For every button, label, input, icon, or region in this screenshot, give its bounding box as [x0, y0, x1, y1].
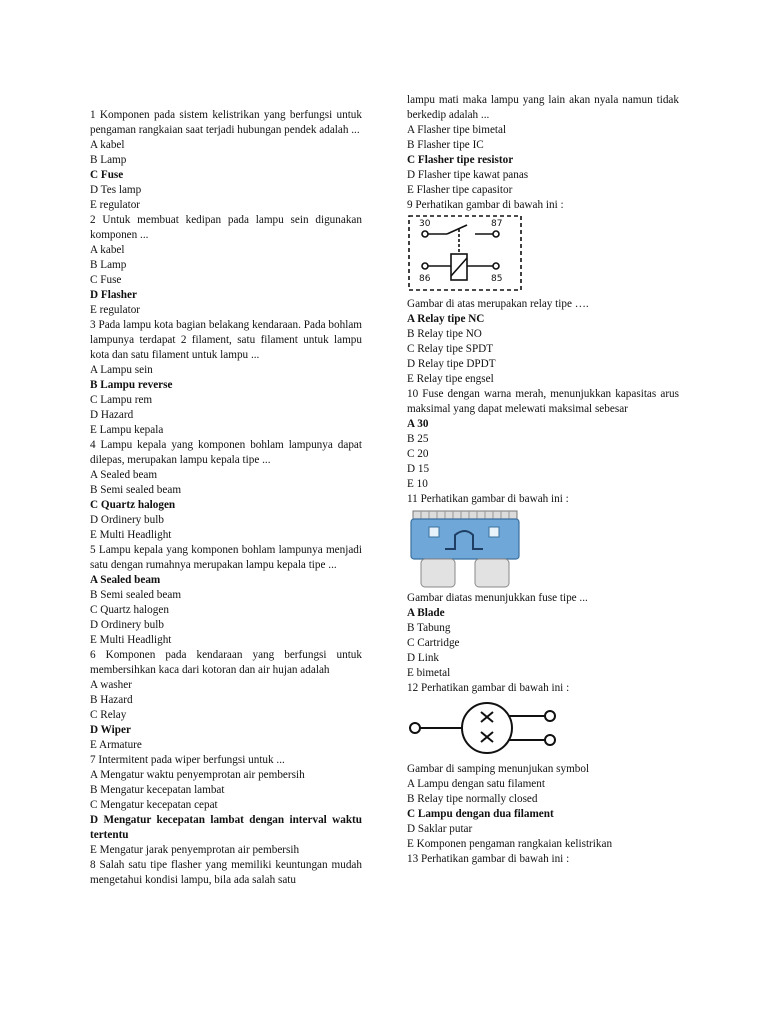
- q5-option-b: B Semi sealed beam: [90, 589, 182, 601]
- relay-label-86: 86: [419, 274, 431, 284]
- q11-option-d: D Link: [407, 652, 440, 664]
- q6-option-d-answer: D Wiper: [90, 724, 131, 736]
- question-4: 4 Lampu kepala yang komponen bohlam lampunya dapat dilepas, merupakan lampu kepala tipe ...: [90, 439, 362, 466]
- question-6: 6 Komponen pada kendaraan yang berfungsi untuk membersihkan kaca dari kotoran dan air hujan adalah: [90, 649, 362, 676]
- relay-label-85: 85: [491, 274, 503, 284]
- q4-option-a: A Sealed beam: [90, 469, 158, 481]
- q12-option-d: D Saklar putar: [407, 823, 473, 835]
- q3-option-e: E Lampu kepala: [90, 424, 164, 436]
- q3-option-d: D Hazard: [90, 409, 134, 421]
- question-8-part2: lampu mati maka lampu yang lain akan nyala namun tidak berkedip adalah ...: [407, 94, 679, 121]
- q1-option-c-answer: C Fuse: [90, 169, 124, 181]
- q5-option-a-answer: A Sealed beam: [90, 574, 161, 586]
- q9-option-d: D Relay tipe DPDT: [407, 358, 496, 370]
- q6-option-b: B Hazard: [90, 694, 133, 706]
- question-7: 7 Intermitent pada wiper berfungsi untuk ...: [90, 754, 285, 766]
- q1-option-e: E regulator: [90, 199, 141, 211]
- q11-option-b: B Tabung: [407, 622, 451, 634]
- question-3: 3 Pada lampu kota bagian belakang kendaraan. Pada bohlam lampunya terdapat 2 filament, satu filament untuk lampu kota dan satu filament untuk lampu ...: [90, 319, 362, 361]
- q2-option-d-answer: D Flasher: [90, 289, 137, 301]
- q4-option-c-answer: C Quartz halogen: [90, 499, 176, 511]
- question-9: 9 Perhatikan gambar di bawah ini :: [407, 199, 564, 211]
- q7-option-b: B Mengatur kecepatan lambat: [90, 784, 225, 796]
- q6-option-c: C Relay: [90, 709, 127, 721]
- q2-option-a: A kabel: [90, 244, 125, 256]
- left-column: [90, 108, 362, 888]
- q11-option-a-answer: A Blade: [407, 607, 445, 619]
- q2-option-e: E regulator: [90, 304, 141, 316]
- q8-option-c-answer: C Flasher tipe resistor: [407, 154, 514, 166]
- q10-option-a-answer: A 30: [407, 418, 429, 430]
- q11-caption: Gambar diatas menunjukkan fuse tipe ...: [407, 592, 588, 604]
- q7-option-a: A Mengatur waktu penyemprotan air pembersih: [90, 769, 305, 781]
- q10-option-d: D 15: [407, 463, 430, 475]
- q3-option-b-answer: B Lampu reverse: [90, 379, 173, 391]
- q4-option-b: B Semi sealed beam: [90, 484, 182, 496]
- q12-option-a: A Lampu dengan satu filament: [407, 778, 545, 790]
- relay-label-30: 30: [419, 219, 431, 229]
- question-12: 12 Perhatikan gambar di bawah ini :: [407, 682, 570, 694]
- q6-option-a: A washer: [90, 679, 132, 691]
- question-11: 11 Perhatikan gambar di bawah ini :: [407, 493, 569, 505]
- right-column: [407, 93, 679, 867]
- lamp-symbol-diagram: [407, 700, 679, 762]
- q6-option-e: E Armature: [90, 739, 142, 751]
- q10-option-e: E 10: [407, 478, 428, 490]
- q9-option-c: C Relay tipe SPDT: [407, 343, 494, 355]
- q1-option-d: D Tes lamp: [90, 184, 142, 196]
- q10-option-c: C 20: [407, 448, 429, 460]
- question-8-part1: 8 Salah satu tipe flasher yang memiliki keuntungan mudah mengetahui kondisi lampu, bila ada salah satu: [90, 859, 362, 886]
- q9-option-e: E Relay tipe engsel: [407, 373, 494, 385]
- q9-option-b: B Relay tipe NO: [407, 328, 482, 340]
- q7-option-c: C Mengatur kecepatan cepat: [90, 799, 218, 811]
- q1-option-a: A kabel: [90, 139, 125, 151]
- q12-caption: Gambar di samping menunjukan symbol: [407, 763, 590, 775]
- q12-option-e: E Komponen pengaman rangkaian kelistrikan: [407, 838, 613, 850]
- q8-option-b: B Flasher tipe IC: [407, 139, 484, 151]
- q4-option-e: E Multi Headlight: [90, 529, 172, 541]
- question-5: 5 Lampu kepala yang komponen bohlam lampunya menjadi satu dengan rumahnya merupakan lampu kepala tipe ...: [90, 544, 362, 571]
- q4-option-d: D Ordinery bulb: [90, 514, 164, 526]
- question-13: 13 Perhatikan gambar di bawah ini :: [407, 853, 570, 865]
- q3-option-a: A Lampu sein: [90, 364, 153, 376]
- blade-fuse-image: [407, 509, 679, 591]
- q9-caption: Gambar di atas merupakan relay tipe ….: [407, 298, 589, 310]
- q11-option-e: E bimetal: [407, 667, 451, 679]
- q7-option-d-answer: D Mengatur kecepatan lambat dengan interval waktu tertentu: [90, 814, 362, 841]
- q12-option-b: B Relay tipe normally closed: [407, 793, 538, 805]
- question-2: 2 Untuk membuat kedipan pada lampu sein digunakan komponen ...: [90, 214, 362, 241]
- q5-option-d: D Ordinery bulb: [90, 619, 164, 631]
- question-1: 1 Komponen pada sistem kelistrikan yang berfungsi untuk pengaman rangkaian saat terjadi hubungan pendek adalah ...: [90, 109, 362, 136]
- relay-diagram: [407, 214, 679, 297]
- question-10: 10 Fuse dengan warna merah, menunjukkan kapasitas arus maksimal yang dapat melewati maksimal sebesar: [407, 388, 679, 415]
- q5-option-c: C Quartz halogen: [90, 604, 169, 616]
- q9-option-a-answer: A Relay tipe NC: [407, 313, 485, 325]
- q3-option-c: C Lampu rem: [90, 394, 153, 406]
- q8-option-e: E Flasher tipe capasitor: [407, 184, 513, 196]
- q2-option-b: B Lamp: [90, 259, 127, 271]
- q12-option-c-answer: C Lampu dengan dua filament: [407, 808, 554, 820]
- q10-option-b: B 25: [407, 433, 429, 445]
- relay-label-87: 87: [491, 219, 503, 229]
- q8-option-d: D Flasher tipe kawat panas: [407, 169, 529, 181]
- q7-option-e: E Mengatur jarak penyemprotan air pembersih: [90, 844, 300, 856]
- q5-option-e: E Multi Headlight: [90, 634, 172, 646]
- q2-option-c: C Fuse: [90, 274, 122, 286]
- q11-option-c: C Cartridge: [407, 637, 460, 649]
- q1-option-b: B Lamp: [90, 154, 127, 166]
- q8-option-a: A Flasher tipe bimetal: [407, 124, 507, 136]
